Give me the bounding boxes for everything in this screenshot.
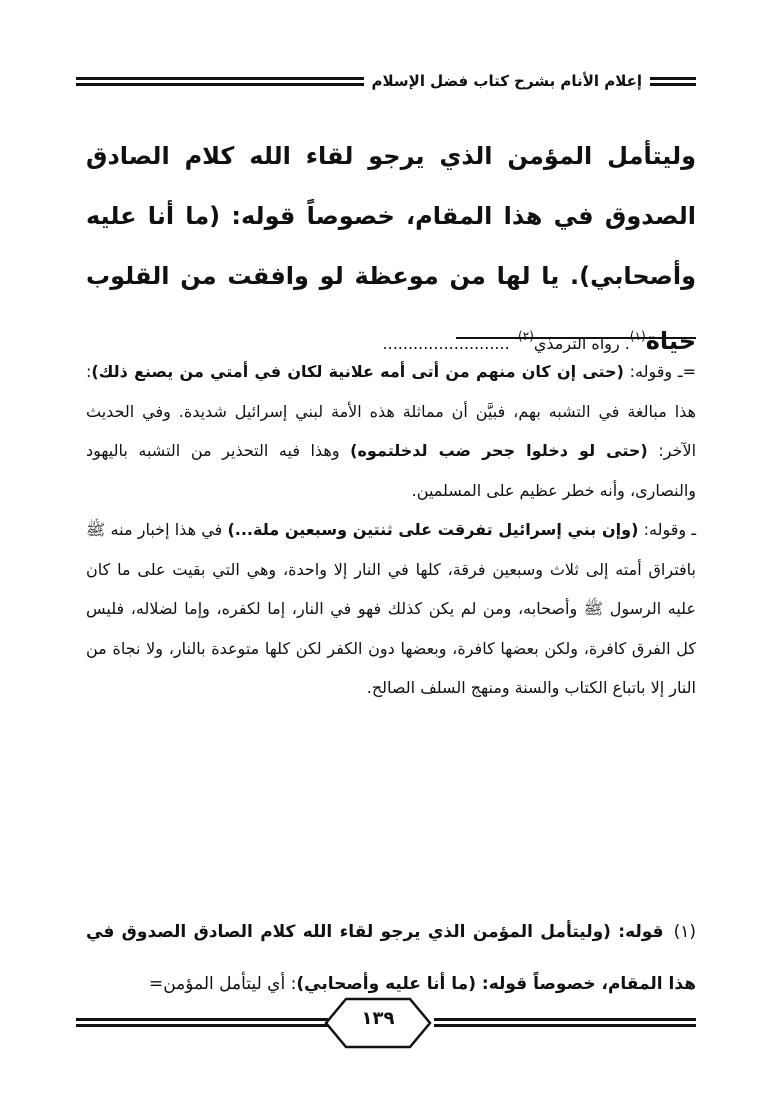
commentary-paragraph-1: [86, 352, 696, 510]
page-number: ١٣٩: [361, 1008, 395, 1029]
header-title: إعلام الأنام بشرح كتاب فضل الإسلام: [371, 72, 642, 90]
tirmidhi-note: . رواه الترمذي: [533, 334, 630, 353]
footnote-number: (١): [673, 922, 696, 942]
p1-hadith-quote: (حتى إن كان منهم من أتى أمه علانية لكان في أمتي من يصنع ذلك): [91, 362, 624, 381]
commentary-section: [86, 352, 696, 708]
commentary-paragraph-2: [86, 510, 696, 708]
footnote-text: : أي ليتأمل المؤمن=: [148, 974, 297, 994]
p1-text: : هذا مبالغة في التشبه بهم، فبيَّن أن مماثلة هذه الأمة لبني إسرائيل شديدة. وفي الحديث الآخر:: [86, 362, 697, 460]
footnote-quote: (وليتأمل المؤمن الذي يرجو لقاء الله كلام الصادق الصدوق في هذا المقام، خصوصاً قوله: (ما أنا عليه وأصحابي): [86, 922, 696, 994]
footer-rule-right: [434, 1018, 696, 1027]
p1-hadith-quote-2: (حتى لو دخلوا جحر ضب لدخلتموه): [350, 441, 648, 460]
dotted-leader: .........................: [382, 334, 510, 353]
running-header: [76, 68, 696, 94]
p1-intro: =ـ وقوله:: [623, 362, 697, 381]
header-rule-left: [76, 77, 364, 86]
footnote-ref-1: (١): [629, 329, 646, 343]
p2-hadith-quote: (وإن بني إسرائيل تفرقت على ثنتين وسبعين ملة...): [227, 520, 639, 539]
main-line-1: وليتأمل المؤمن الذي يرجو لقاء الله كلام الصادق الصدوق في: [86, 142, 697, 230]
main-line-3: موعظة لو وافقت من القلوب حياة: [86, 262, 696, 355]
footnote-ref-2: (٢): [518, 329, 534, 343]
footer-rule-left: [76, 1018, 328, 1027]
page-footer: [76, 996, 696, 1052]
p2-intro: ـ وقوله:: [638, 520, 697, 539]
footnote-label: قوله:: [610, 922, 664, 942]
p1-text-2: وهذا فيه التحذير من التشبه باليهود والنصارى، وأنه خطر عظيم على المسلمين.: [86, 441, 696, 500]
footnote-1: [86, 906, 696, 1010]
main-line-2: هذا المقام، خصوصاً قوله: (ما أنا عليه وأصحابي). يا لها من: [86, 202, 697, 290]
p2-text: في هذا إخبار منه ﷺ بافتراق أمته إلى ثلاث وسبعين فرقة، كلها في النار إلا واحدة، وهي التي بقيت على ما كان عليه الرسول ﷺ وأصحابه، ومن لم يكن كذلك فهو في النار، إما لكفره، وإما لضلاله، فليس كل الفرق كافرة، ولكن بعضها كافرة، وبعضها دون الكفر لكن كلها متوعدة بالنار، ولا نجاة من النار إلا باتباع الكتاب والسنة ومنهج السلف الصالح.: [86, 520, 696, 697]
header-rule-right: [650, 77, 696, 86]
footnote-separator: [456, 337, 696, 339]
